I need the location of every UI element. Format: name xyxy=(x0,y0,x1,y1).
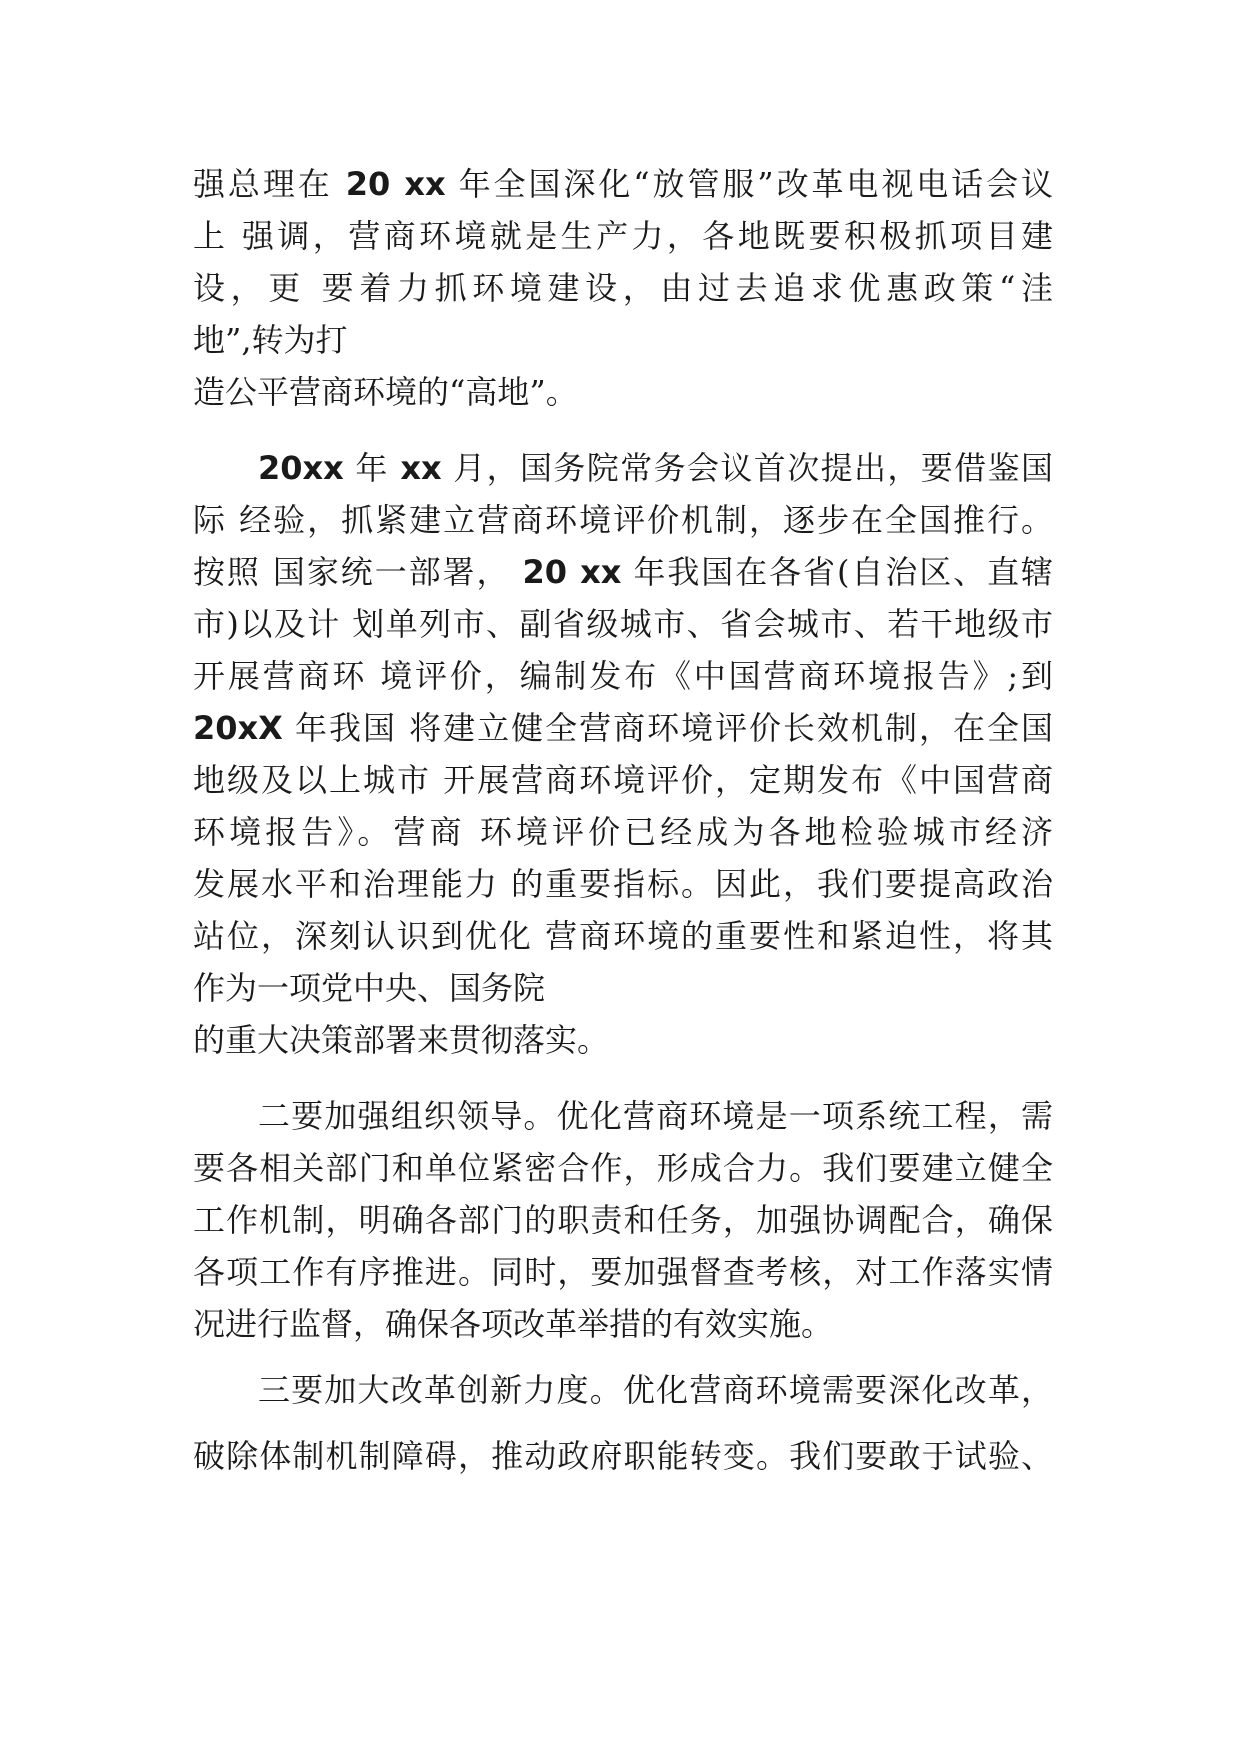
text-line: 开展营商环 境评价，编制发布《中国营商环境报告》;到 xyxy=(193,657,1053,695)
text-line: 际 经验，抓紧建立营商环境评价机制，逐步在全国推行。 xyxy=(193,501,1053,539)
text-line: 按照 国家统一部署， 20 xx 年我国在各省(自治区、直辖 xyxy=(193,553,1053,591)
text-line: 20xx 年 xx 月，国务院常务会议首次提出，要借鉴国 xyxy=(258,449,1053,487)
text-line: 发展水平和治理能力 的重要指标。因此，我们要提高政治 xyxy=(193,865,1053,903)
text-line: 环境报告》。营商 环境评价已经成为各地检验城市经济 xyxy=(193,813,1053,851)
text-line: 上 强调，营商环境就是生产力，各地既要积极抓项目建 xyxy=(193,217,1053,255)
text-line: 强总理在 20 xx 年全国深化“放管服”改革电视电话会议 xyxy=(193,165,1053,203)
text-line: 站位，深刻认识到优化 营商环境的重要性和紧迫性，将其 xyxy=(193,917,1053,955)
text-line: 造公平营商环境的“高地”。 xyxy=(193,373,578,411)
text-line: 设，更 要着力抓环境建设，由过去追求优惠政策“洼 xyxy=(193,269,1053,307)
text-line: 地”,转为打 xyxy=(193,321,348,359)
text-line: 二要加强组织领导。优化营商环境是一项系统工程，需 xyxy=(258,1097,1053,1135)
text-line: 况进行监督，确保各项改革举措的有效实施。 xyxy=(193,1305,834,1343)
text-line: 要各相关部门和单位紧密合作，形成合力。我们要建立健全 xyxy=(193,1149,1053,1187)
text-line: 工作机制，明确各部门的职责和任务，加强协调配合，确保 xyxy=(193,1201,1053,1239)
text-line: 破除体制机制障碍，推动政府职能转变。我们要敢于试验、 xyxy=(193,1437,1053,1475)
text-line: 的重大决策部署来贯彻落实。 xyxy=(193,1021,610,1059)
text-line: 地级及以上城市 开展营商环境评价，定期发布《中国营商 xyxy=(193,761,1053,799)
text-line: 市)以及计 划单列市、副省级城市、省会城市、若干地级市 xyxy=(193,605,1053,643)
text-line: 作为一项党中央、国务院 xyxy=(193,969,546,1007)
text-line: 三要加大改革创新力度。优化营商环境需要深化改革， xyxy=(258,1371,1053,1409)
text-line: 各项工作有序推进。同时，要加强督查考核，对工作落实情 xyxy=(193,1253,1053,1291)
text-line: 20xX 年我国 将建立健全营商环境评价长效机制，在全国 xyxy=(193,709,1053,747)
